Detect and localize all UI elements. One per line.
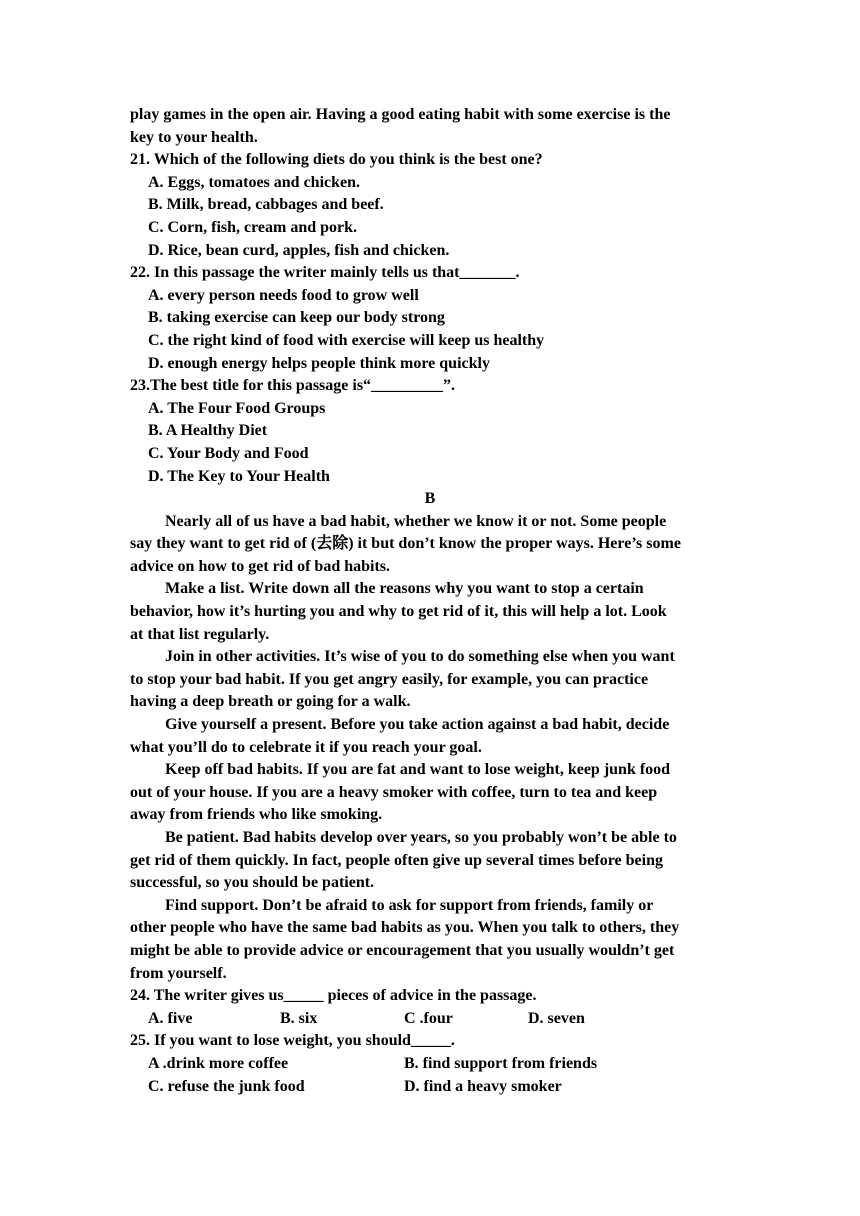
option-a: A. The Four Food Groups bbox=[148, 399, 326, 417]
option-d: D. Rice, bean curd, apples, fish and chicken. bbox=[148, 241, 450, 259]
text-line: key to your health. bbox=[130, 128, 258, 146]
question-stem: 21. Which of the following diets do you think is the best one? bbox=[130, 151, 543, 169]
option-c: C. refuse the junk food bbox=[148, 1077, 305, 1095]
options-row bbox=[130, 1076, 730, 1099]
option-a: A. Eggs, tomatoes and chicken. bbox=[148, 173, 361, 191]
question-stem: 22. In this passage the writer mainly tells us that_______. bbox=[130, 264, 520, 282]
text-line: behavior, how it’s hurting you and why to get rid of it, this will help a lot. Look bbox=[130, 603, 667, 621]
option-b: B. Milk, bread, cabbages and beef. bbox=[148, 196, 384, 214]
options-row bbox=[130, 1053, 730, 1076]
question-22 bbox=[130, 262, 730, 375]
option-c: C. Your Body and Food bbox=[148, 444, 309, 462]
text-line: get rid of them quickly. In fact, people often give up several times before being bbox=[130, 851, 663, 869]
question-24 bbox=[130, 985, 730, 1030]
option-b: B. taking exercise can keep our body strong bbox=[148, 309, 445, 327]
text-line: Nearly all of us have a bad habit, whether we know it or not. Some people bbox=[165, 512, 667, 530]
question-25 bbox=[130, 1030, 730, 1098]
text-line: might be able to provide advice or encouragement that you usually wouldn’t get bbox=[130, 941, 675, 959]
option-d: D. find a heavy smoker bbox=[404, 1077, 562, 1095]
text-line: advice on how to get rid of bad habits. bbox=[130, 557, 391, 575]
text-line: Be patient. Bad habits develop over years, so you probably won’t be able to bbox=[165, 829, 677, 846]
text-line: Give yourself a present. Before you take action against a bad habit, decide bbox=[165, 716, 670, 734]
option-a: A. five bbox=[148, 1009, 193, 1027]
question-stem: 23.The best title for this passage is“_________”. bbox=[130, 377, 456, 395]
paragraph bbox=[130, 759, 730, 827]
text-line: out of your house. If you are a heavy smoker with coffee, turn to tea and keep bbox=[130, 783, 658, 801]
option-b: B. find support from friends bbox=[404, 1054, 598, 1072]
paragraph bbox=[130, 827, 730, 895]
question-stem: 24. The writer gives us_____ pieces of advice in the passage. bbox=[130, 987, 537, 1005]
text-line: Keep off bad habits. If you are fat and want to lose weight, keep junk food bbox=[165, 761, 671, 779]
paragraph bbox=[130, 578, 730, 646]
page-content bbox=[130, 104, 730, 1098]
section-heading: B bbox=[424, 490, 436, 508]
text-line: what you’ll do to celebrate it if you reach your goal. bbox=[130, 738, 482, 756]
passage-b bbox=[130, 511, 730, 985]
option-a: A .drink more coffee bbox=[148, 1054, 289, 1072]
question-stem: 25. If you want to lose weight, you should_____. bbox=[130, 1032, 455, 1050]
text-line: from yourself. bbox=[130, 964, 227, 982]
text-line: other people who have the same bad habits as you. When you talk to others, they bbox=[130, 919, 680, 937]
option-c: C. Corn, fish, cream and pork. bbox=[148, 218, 358, 236]
option-d: D. seven bbox=[528, 1009, 585, 1027]
question-23 bbox=[130, 375, 730, 488]
option-b: B. A Healthy Diet bbox=[148, 422, 268, 440]
paragraph bbox=[130, 646, 730, 714]
text-line: successful, so you should be patient. bbox=[130, 874, 375, 892]
text-line: play games in the open air. Having a good eating habit with some exercise is the bbox=[130, 106, 671, 123]
paragraph bbox=[130, 714, 730, 759]
options-row bbox=[130, 1008, 730, 1031]
text-line: Make a list. Write down all the reasons why you want to stop a certain bbox=[165, 580, 644, 598]
text-line: Join in other activities. It’s wise of you to do something else when you want bbox=[165, 648, 675, 666]
option-c: C. the right kind of food with exercise will keep us healthy bbox=[148, 331, 545, 349]
text-line: say they want to get rid of (去除) it but don’t know the proper ways. Here’s some bbox=[130, 535, 681, 553]
option-c: C .four bbox=[404, 1009, 453, 1027]
question-21 bbox=[130, 149, 730, 262]
option-a: A. every person needs food to grow well bbox=[148, 286, 419, 304]
text-line: away from friends who like smoking. bbox=[130, 806, 383, 824]
intro-text bbox=[130, 104, 730, 149]
option-d: D. enough energy helps people think more quickly bbox=[148, 354, 490, 372]
text-line: at that list regularly. bbox=[130, 625, 270, 643]
text-line: having a deep breath or going for a walk. bbox=[130, 693, 411, 711]
paragraph bbox=[130, 895, 730, 985]
option-b: B. six bbox=[280, 1009, 318, 1027]
paragraph bbox=[130, 511, 730, 579]
option-d: D. The Key to Your Health bbox=[148, 467, 330, 485]
text-line: Find support. Don’t be afraid to ask for support from friends, family or bbox=[165, 896, 654, 914]
text-line: to stop your bad habit. If you get angry easily, for example, you can practice bbox=[130, 670, 649, 688]
